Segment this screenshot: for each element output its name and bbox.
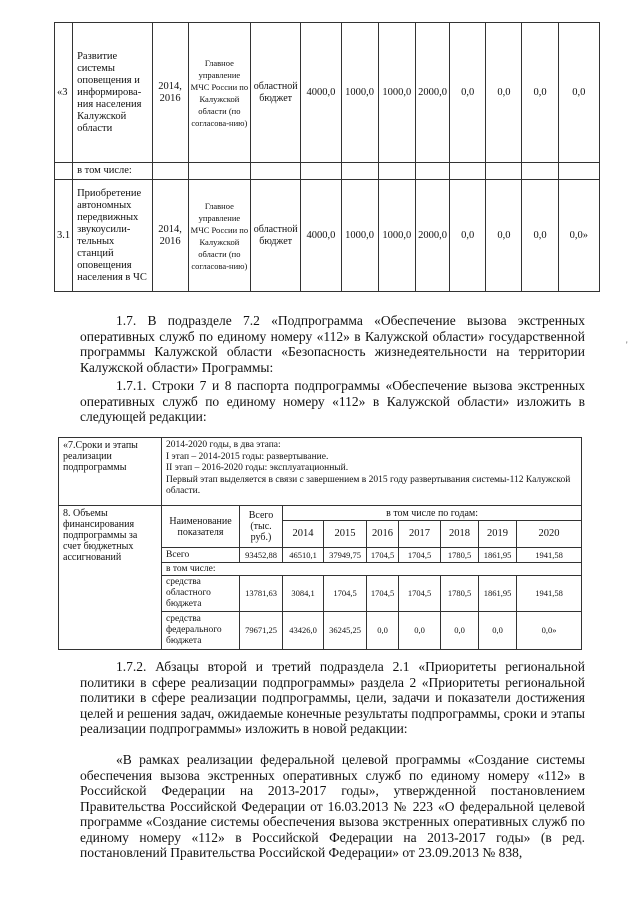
value-cell: 0,0	[399, 612, 441, 650]
year-header: 2018	[441, 521, 479, 548]
year-header: 2017	[399, 521, 441, 548]
measure-name: Приобретение автономных передвижных звукоусили-тельных станций оповещения населения в ЧС	[73, 180, 152, 292]
measure-years: 2014, 2016	[152, 23, 188, 163]
value-cell: 1000,0	[341, 23, 378, 163]
value-cell: 0,0	[450, 180, 486, 292]
value-cell: 4000,0	[301, 180, 341, 292]
value-cell: 1704,5	[399, 548, 441, 563]
value-cell: 1780,5	[441, 548, 479, 563]
measure-executor: Главное управление МЧС России по Калужской области (по согласова-нию)	[188, 180, 250, 292]
paragraph-1-7-1: 1.7.1. Строки 7 и 8 паспорта подпрограммы «Обеспечение вызова экстренных оперативных служб по единому номеру «112» в Калужской области» изложить в следующей редакции:	[80, 378, 585, 424]
value-cell: 1000,0	[378, 23, 415, 163]
row8-label: 8. Объемы финансирования подпрограммы за счет бюджетных ассигнований	[59, 506, 162, 650]
table-row	[55, 23, 600, 163]
row-subtotal-label: в том числе:	[162, 563, 582, 576]
value-cell: 2000,0	[415, 23, 449, 163]
value-cell: 1000,0	[378, 180, 415, 292]
table-row	[55, 180, 600, 292]
value-cell: 1861,95	[479, 576, 517, 612]
value-cell: 46510,1	[283, 548, 324, 563]
margin-mark: '	[626, 340, 628, 350]
value-cell: 1000,0	[341, 180, 378, 292]
value-cell: 36245,25	[324, 612, 367, 650]
stages-text	[162, 438, 582, 506]
year-header: 2015	[324, 521, 367, 548]
value-cell: 0,0	[522, 180, 558, 292]
value-cell: 2000,0	[415, 180, 449, 292]
table-row	[55, 163, 600, 180]
value-cell: 0,0	[486, 180, 522, 292]
subprogram-passport-table	[58, 437, 582, 650]
year-header: 2019	[479, 521, 517, 548]
table-row	[59, 506, 582, 521]
header-total: Всего (тыс. руб.)	[240, 506, 283, 548]
value-cell: 1941,58	[517, 576, 582, 612]
value-cell: 0,0	[558, 23, 599, 163]
value-cell: 1704,5	[367, 576, 399, 612]
value-cell: 1704,5	[324, 576, 367, 612]
value-cell: 3084,1	[283, 576, 324, 612]
value-cell: 43426,0	[283, 612, 324, 650]
stage-line: Первый этап выделяется в связи с завершением в 2015 году развертывания системы-112 Калужской области.	[166, 474, 571, 496]
value-cell: 1704,5	[399, 576, 441, 612]
value-cell: 0,0	[486, 23, 522, 163]
measure-years: 2014, 2016	[152, 180, 188, 292]
paragraph-1-7-2: 1.7.2. Абзацы второй и третий подраздела 2.1 «Приоритеты региональной политики в сфере реализации подпрограммы» раздела 2 «Приоритеты региональной политики в сфере реализации подпрограммы, цели, задачи и показатели достижения целей и решения задач, ожидаемые конечные результаты подпрограммы, сроки и этапы реализации подпрограммы» изложить в новой редакции:	[80, 659, 585, 736]
paragraph-quoted: «В рамках реализации федеральной целевой программы «Создание системы обеспечения вызова экстренных оперативных служб по единому номеру «112» в Российской Федерации на 2013-2017 годы», утвержденной постановлением Правительства Российской Федерации от 16.03.2013 № 223 «О федеральной целевой программе «Создание системы обеспечения вызова экстренных оперативных служб по единому номеру «112» в Российской Федерации на 2013-2017 годы» (в ред. постановлений Правительства Российской Федерации» от 23.09.2013 № 838,	[80, 752, 585, 860]
row-number: «3	[55, 23, 73, 163]
year-header: 2014	[283, 521, 324, 548]
value-cell: 0,0	[479, 612, 517, 650]
value-cell: 1941,58	[517, 548, 582, 563]
value-cell: 4000,0	[301, 23, 341, 163]
funding-source: областной бюджет	[251, 23, 301, 163]
header-by-year: в том числе по годам:	[283, 506, 582, 521]
row-name: Всего	[162, 548, 240, 563]
value-cell: 37949,75	[324, 548, 367, 563]
passport-row-7	[59, 438, 582, 506]
row-number: 3.1	[55, 180, 73, 292]
subtotal-label: в том числе:	[73, 163, 152, 180]
row-name: средства областного бюджета	[162, 576, 240, 612]
measure-name: Развитие системы оповещения и информирова-ния населения Калужской области	[73, 23, 152, 163]
value-cell: 0,0	[450, 23, 486, 163]
year-header: 2016	[367, 521, 399, 548]
value-cell: 0,0	[441, 612, 479, 650]
header-name: Наименование показателя	[162, 506, 240, 548]
funding-source: областной бюджет	[251, 180, 301, 292]
measure-executor: Главное управление МЧС России по Калужской области (по согласова-нию)	[188, 23, 250, 163]
row-total: 79671,25	[240, 612, 283, 650]
value-cell: 0,0»	[517, 612, 582, 650]
value-cell: 0,0	[367, 612, 399, 650]
funding-measures-table	[54, 22, 600, 292]
value-cell: 0,0»	[558, 180, 599, 292]
stage-line: II этап – 2016-2020 годы: эксплуатационный.	[166, 463, 349, 473]
value-cell: 1780,5	[441, 576, 479, 612]
value-cell: 0,0	[522, 23, 558, 163]
row-total: 93452,88	[240, 548, 283, 563]
stage-line: 2014-2020 годы, в два этапа:	[166, 440, 281, 450]
value-cell: 1704,5	[367, 548, 399, 563]
value-cell: 1861,95	[479, 548, 517, 563]
row-total: 13781,63	[240, 576, 283, 612]
row7-label: «7.Сроки и этапы реализации подпрограммы	[59, 438, 162, 506]
stage-line: I этап – 2014-2015 годы: развертывание.	[166, 451, 329, 462]
paragraph-1-7: 1.7. В подразделе 7.2 «Подпрограмма «Обеспечение вызова экстренных оперативных служб по единому номеру «112» в Калужской области» государственной программы Калужской области «Безопасность жизнедеятельности на территории Калужской области» Программы:	[80, 313, 585, 375]
year-header: 2020	[517, 521, 582, 548]
row-name: средства федерального бюджета	[162, 612, 240, 650]
